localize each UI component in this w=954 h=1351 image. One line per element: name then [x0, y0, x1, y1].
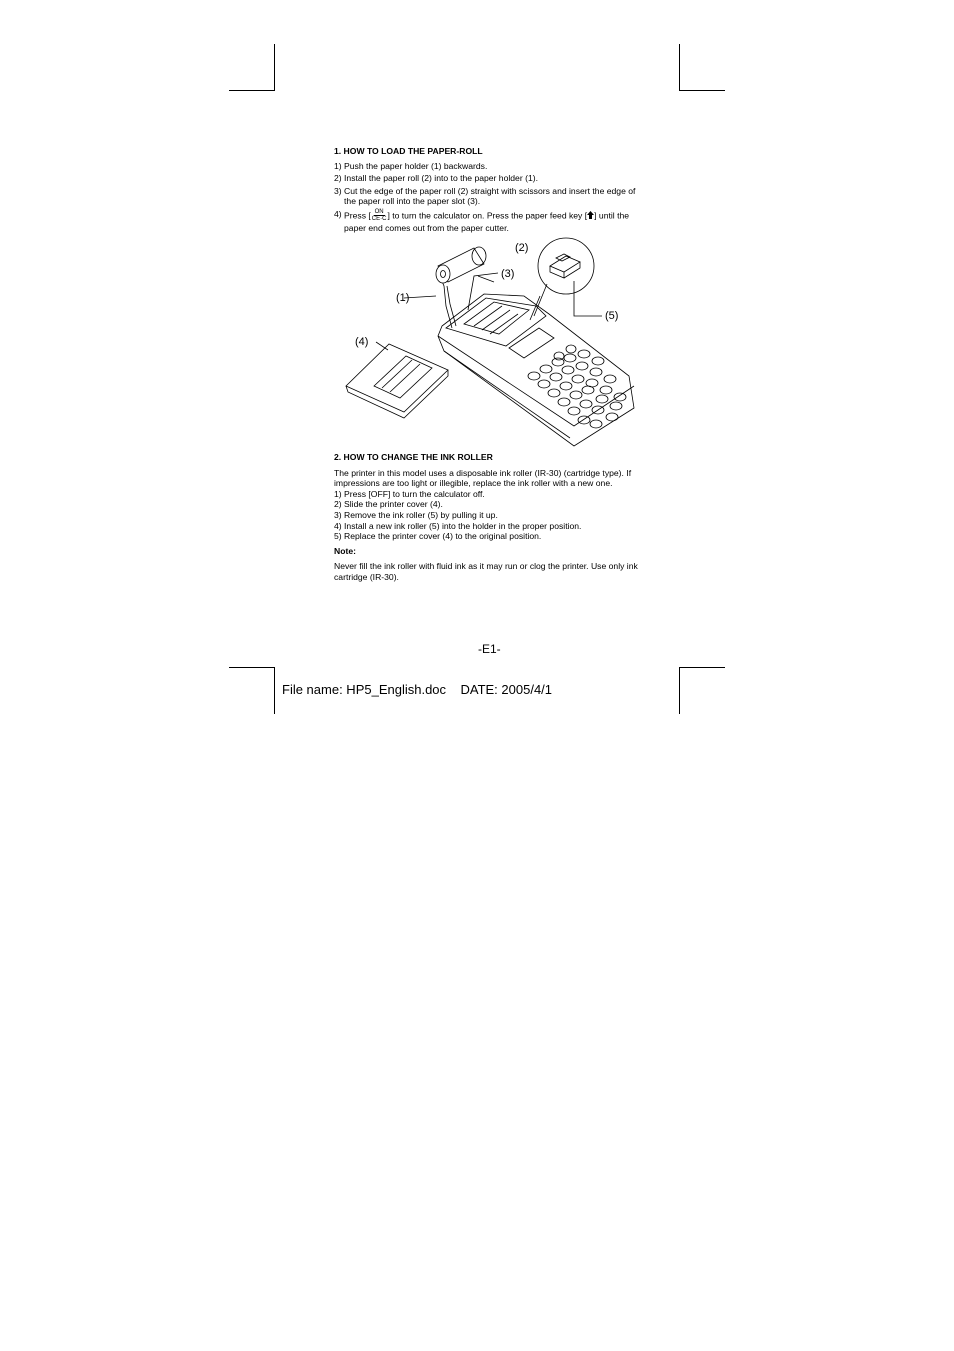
- key-bottom-label: CE·C: [371, 216, 387, 223]
- page-number: -E1-: [478, 642, 501, 656]
- list-item: [334, 173, 642, 184]
- crop-mark: [679, 667, 725, 668]
- list-item: [334, 186, 642, 207]
- section-heading: 1. HOW TO LOAD THE PAPER-ROLL: [334, 146, 483, 156]
- step-text: Cut the edge of the paper roll (2) straight with scissors and insert the edge of the paper roll into the paper slot (3).: [344, 185, 636, 207]
- file-info-footer: File name: HP5_English.doc DATE: 2005/4/1: [282, 682, 553, 697]
- step-text: [344, 209, 642, 234]
- calculator-illustration: [334, 236, 644, 450]
- step-text: Push the paper holder (1) backwards.: [344, 160, 488, 171]
- on-ce-key-symbol: [372, 209, 387, 223]
- section-intro: The printer in this model uses a disposable ink roller (IR-30) (cartridge type). If impressions are too light or illegible, replace the ink roller with a new one.: [334, 467, 632, 489]
- note-text: Never fill the ink roller with fluid ink as it may run or clog the printer. Use only ink cartridge (IR-30).: [334, 561, 638, 582]
- crop-mark: [229, 667, 275, 668]
- crop-mark: [679, 90, 725, 91]
- crop-mark: [679, 667, 680, 714]
- list-item: 1) Press [OFF] to turn the calculator off.: [334, 488, 485, 499]
- callout-4: (4): [355, 336, 369, 348]
- crop-mark: [679, 44, 680, 90]
- section-heading: 2. HOW TO CHANGE THE INK ROLLER: [334, 452, 493, 462]
- step-text-part: ] to turn the calculator on. Press the paper feed key [: [387, 210, 588, 221]
- list-item: 4) Install a new ink roller (5) into the holder in the proper position.: [334, 520, 582, 531]
- list-item: [334, 161, 642, 172]
- crop-mark: [274, 667, 275, 714]
- callout-1: (1): [396, 292, 410, 304]
- callout-5: (5): [605, 310, 619, 322]
- section-load-paper: [334, 146, 642, 234]
- step-text-part: Press [: [344, 210, 371, 221]
- step-number: 3): [334, 185, 345, 196]
- section-change-ink-roller: [334, 452, 642, 583]
- callout-2: (2): [515, 242, 529, 254]
- step-text: Install the paper roll (2) into to the paper holder (1).: [344, 173, 538, 184]
- step-number: 4): [334, 208, 345, 219]
- list-item: 2) Slide the printer cover (4).: [334, 499, 443, 510]
- step-number: 2): [334, 173, 345, 184]
- step-text-part: ] until the paper end comes out from the paper cutter.: [344, 210, 630, 233]
- calculator-drawing: [334, 236, 644, 450]
- crop-mark: [274, 44, 275, 90]
- list-item: 5) Replace the printer cover (4) to the original position.: [334, 531, 542, 542]
- note-label: Note:: [334, 545, 356, 556]
- key-top-label: ON: [374, 208, 384, 215]
- step-number: 1): [334, 160, 345, 171]
- list-item: 3) Remove the ink roller (5) by pulling it up.: [334, 509, 498, 520]
- list-item: [334, 209, 642, 234]
- crop-mark: [229, 90, 275, 91]
- step-list: [334, 161, 642, 234]
- callout-3: (3): [501, 268, 515, 280]
